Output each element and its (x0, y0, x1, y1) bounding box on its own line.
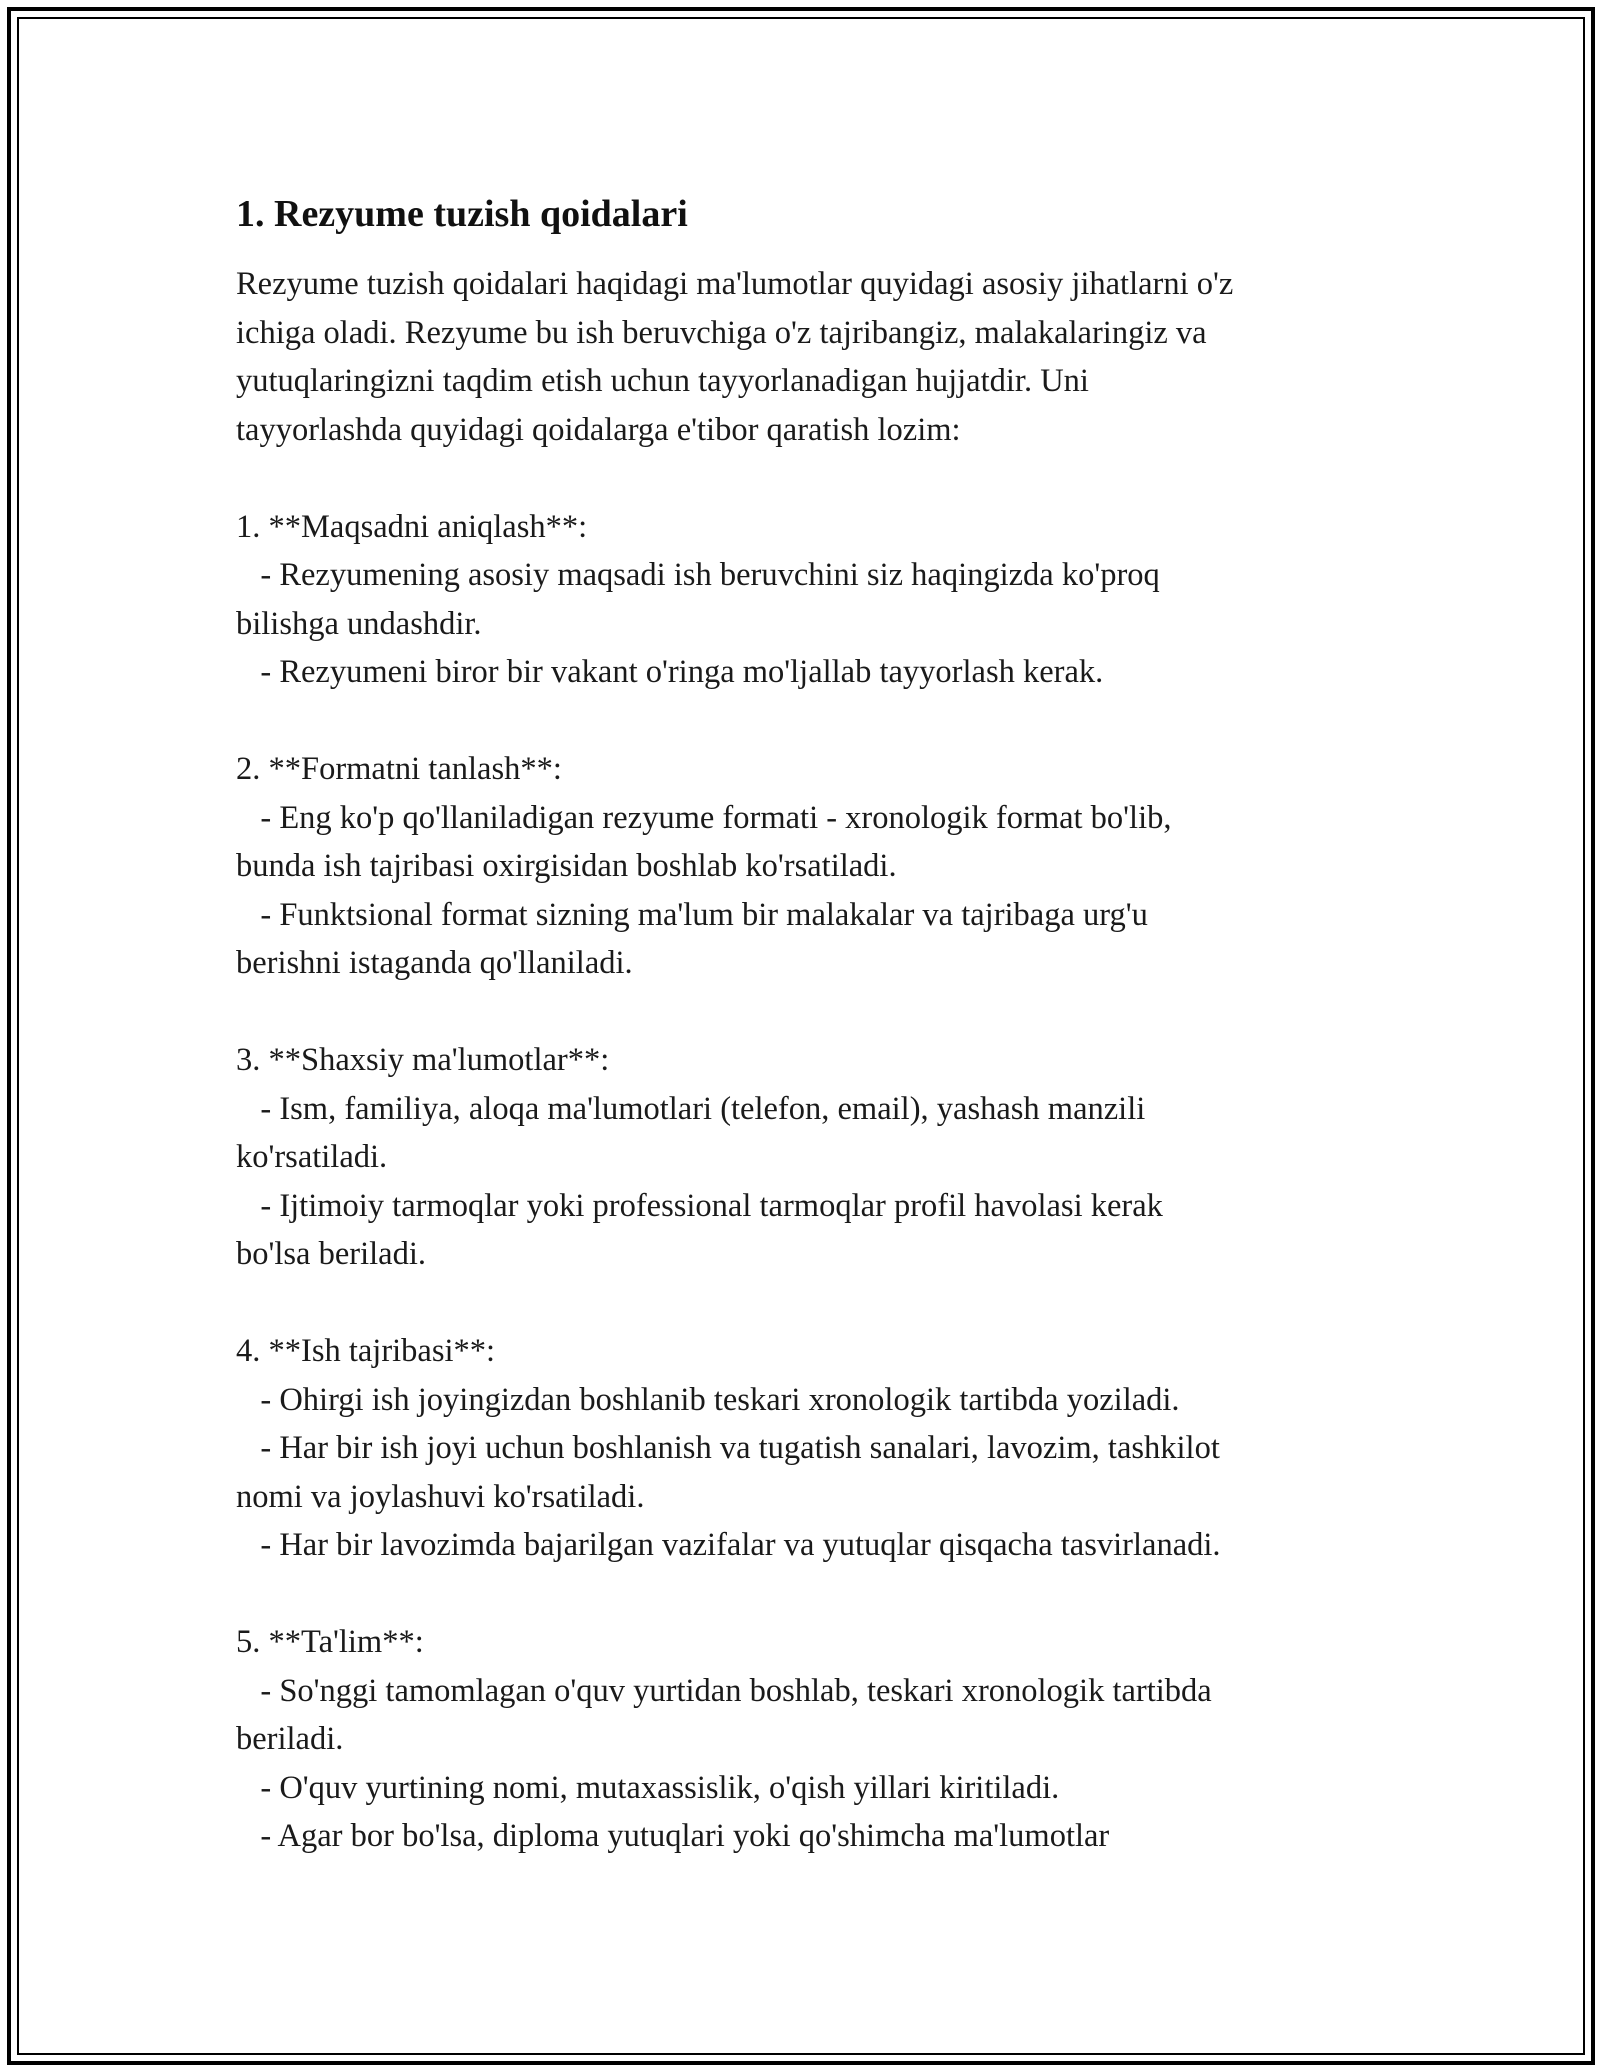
document-title: 1. Rezyume tuzish qoidalari (236, 193, 688, 235)
document-content (236, 186, 1376, 1861)
document-body: Rezyume tuzish qoidalari haqidagi ma'lumotlar quyidagi asosiy jihatlarni o'z ichiga oladi. Rezyume bu ish beruvchiga o'z tajribangiz, malakalaringiz va yutuqlaringizni taqdim etish uchun tayyorlanadigan hujjatdir. Uni tayyorlashda quyidagi qoidalarga e'tibor qaratish lozim: 1. **Maqsadni aniqlash**: - Rezyumening asosiy maqsadi ish beruvchini siz haqingizda ko'proq bilishga undashdir. - Rezyumeni biror bir vakant o'ringa mo'ljallab tayyorlash kerak. 2. **Formatni tanlash**: - Eng ko'p qo'llaniladigan rezyume formati - xronologik format bo'lib, bunda ish tajribasi oxirgisidan boshlab ko'rsatiladi. - Funktsional format sizning ma'lum bir malakalar va tajribaga urg'u berishni istaganda qo'llaniladi. 3. **Shaxsiy ma'lumotlar**: - Ism, familiya, aloqa ma'lumotlari (telefon, email), yashash manzili ko'rsatiladi. - Ijtimoiy tarmoqlar yoki professional tarmoqlar profil havolasi kerak bo'lsa beriladi. 4. **Ish tajribasi**: - Ohirgi ish joyingizdan boshlanib teskari xronologik tartibda yoziladi. - Har bir ish joyi uchun boshlanish va tugatish sanalari, lavozim, tashkilot nomi va joylashuvi ko'rsatiladi. - Har bir lavozimda bajarilgan vazifalar va yutuqlar qisqacha tasvirlanadi. 5. **Ta'lim**: - So'nggi tamomlagan o'quv yurtidan boshlab, teskari xronologik tartibda beriladi. - O'quv yurtining nomi, mutaxassislik, o'qish yillari kiritiladi. - Agar bor bo'lsa, diploma yutuqlari yoki qo'shimcha ma'lumotlar (236, 266, 1234, 1854)
